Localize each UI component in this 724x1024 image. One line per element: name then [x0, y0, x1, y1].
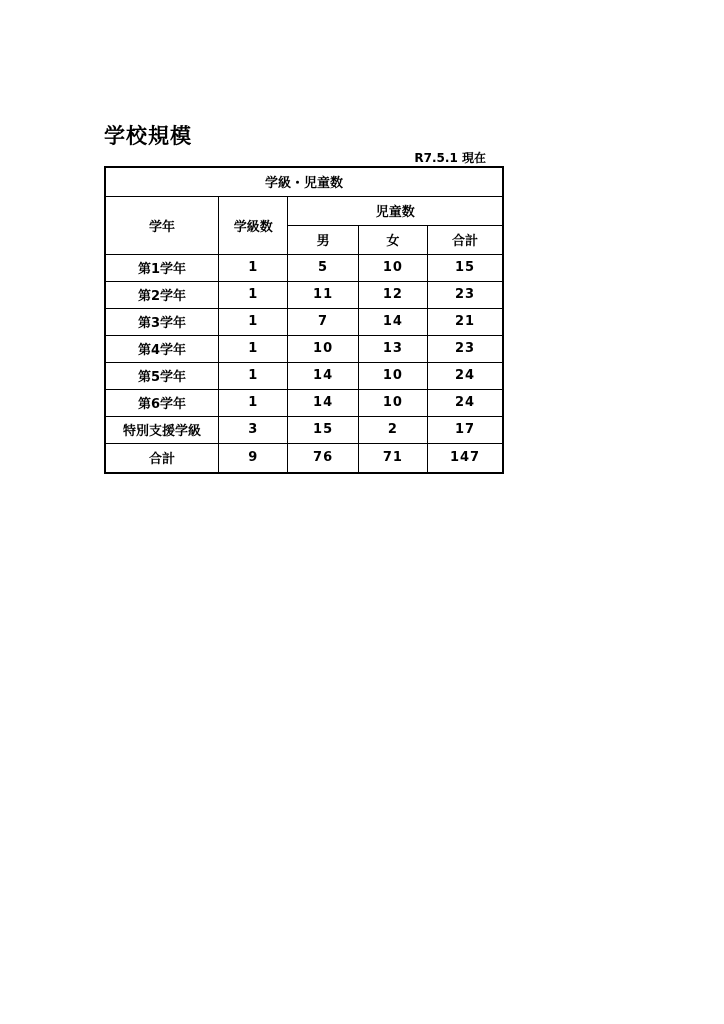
female-cell: 13 [358, 335, 427, 362]
male-cell: 11 [288, 281, 358, 308]
total-cell: 21 [428, 308, 503, 335]
classes-cell: 1 [219, 362, 288, 389]
grade-cell: 特別支援学級 [105, 416, 219, 443]
table-row [105, 416, 503, 443]
header-classes: 学級数 [219, 196, 288, 254]
male-cell: 5 [288, 254, 358, 281]
grade-cell: 第4学年 [105, 335, 219, 362]
total-male: 76 [288, 443, 358, 473]
classes-cell: 1 [219, 308, 288, 335]
table-caption-row [105, 167, 503, 196]
table-row [105, 308, 503, 335]
female-cell: 10 [358, 254, 427, 281]
male-cell: 14 [288, 362, 358, 389]
total-cell: 23 [428, 281, 503, 308]
total-students: 147 [428, 443, 503, 473]
male-cell: 14 [288, 389, 358, 416]
total-cell: 24 [428, 389, 503, 416]
header-grade: 学年 [105, 196, 219, 254]
table-row [105, 281, 503, 308]
header-students: 児童数 [288, 196, 503, 225]
total-cell: 24 [428, 362, 503, 389]
table-row [105, 362, 503, 389]
male-cell: 7 [288, 308, 358, 335]
total-label: 合計 [105, 443, 219, 473]
grade-cell: 第5学年 [105, 362, 219, 389]
grade-cell: 第3学年 [105, 308, 219, 335]
grade-cell: 第6学年 [105, 389, 219, 416]
male-cell: 10 [288, 335, 358, 362]
header-female: 女 [358, 225, 427, 254]
total-classes: 9 [219, 443, 288, 473]
header-row-1 [105, 196, 503, 225]
male-cell: 15 [288, 416, 358, 443]
table-row [105, 389, 503, 416]
female-cell: 10 [358, 389, 427, 416]
total-cell: 23 [428, 335, 503, 362]
female-cell: 10 [358, 362, 427, 389]
page-title: 学校規模 [104, 124, 192, 148]
classes-cell: 1 [219, 254, 288, 281]
female-cell: 12 [358, 281, 427, 308]
female-cell: 2 [358, 416, 427, 443]
header-total: 合計 [428, 225, 503, 254]
grade-cell: 第2学年 [105, 281, 219, 308]
classes-cell: 1 [219, 389, 288, 416]
table-row [105, 335, 503, 362]
school-scale-table [104, 166, 504, 474]
total-row [105, 443, 503, 473]
header-male: 男 [288, 225, 358, 254]
as-of-date: R7.5.1 現在 [414, 151, 486, 165]
female-cell: 14 [358, 308, 427, 335]
total-female: 71 [358, 443, 427, 473]
grade-cell: 第1学年 [105, 254, 219, 281]
classes-cell: 3 [219, 416, 288, 443]
total-cell: 17 [428, 416, 503, 443]
table-caption: 学級・児童数 [105, 167, 503, 196]
table-row [105, 254, 503, 281]
classes-cell: 1 [219, 335, 288, 362]
classes-cell: 1 [219, 281, 288, 308]
total-cell: 15 [428, 254, 503, 281]
